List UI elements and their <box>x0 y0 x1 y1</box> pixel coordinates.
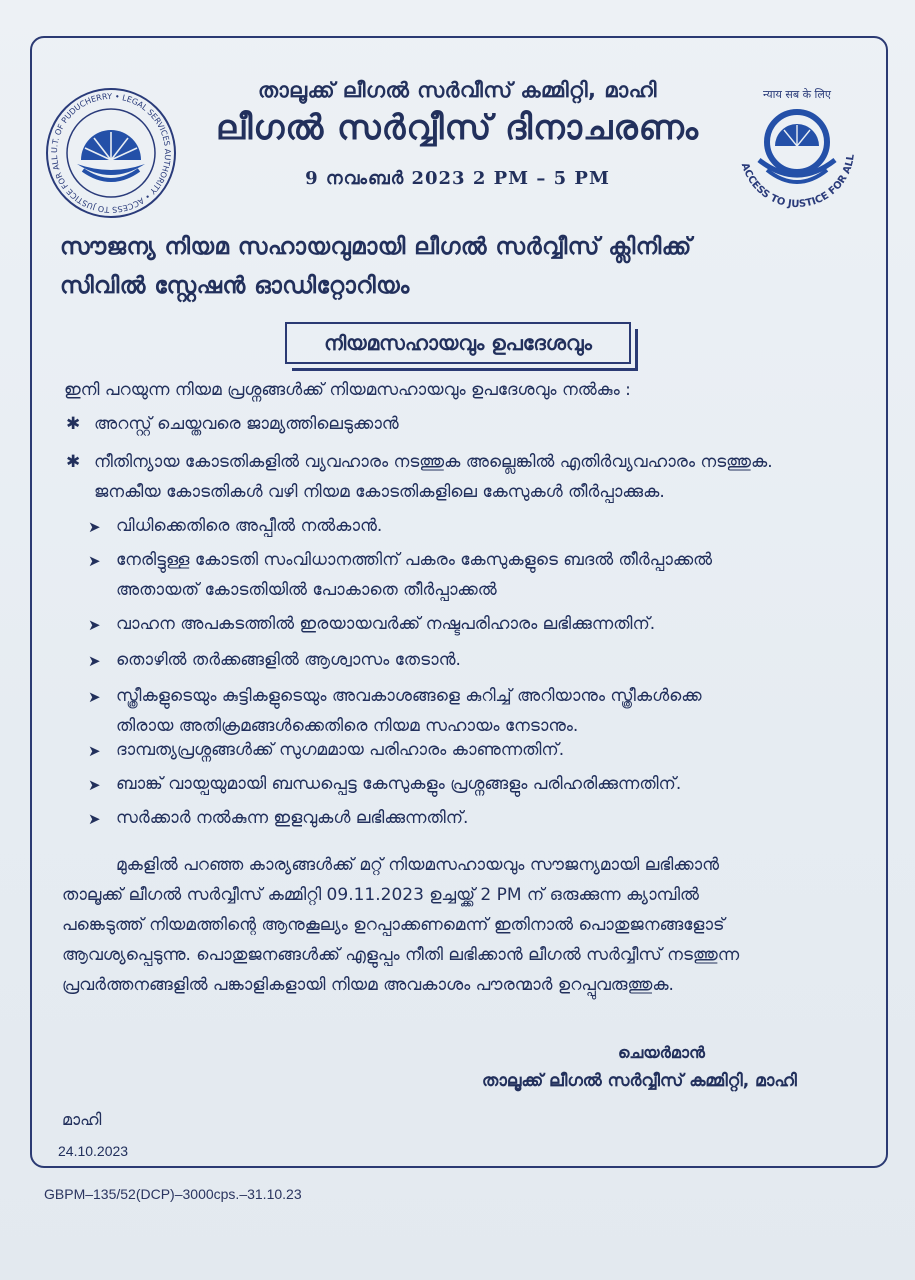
boxed-section-title: നിയമസഹായവും ഉപദേശവും <box>285 322 631 364</box>
arrow-item-line: ദാമ്പത്യപ്രശ്നങ്ങൾക്ക് സുഗമമായ പരിഹാരം കാണുന്നതിന്. <box>116 740 565 760</box>
clinic-heading: സൗജന്യ നിയമ സഹായവുമായി ലീഗൽ സർവ്വീസ് ക്ലിനിക്ക് <box>60 234 692 260</box>
arrow-item-line: വിധിക്കെതിരെ അപ്പീൽ നൽകാൻ. <box>116 516 383 536</box>
paragraph-line: താലൂക്ക് ലീഗൽ സർവ്വീസ് കമ്മിറ്റി 09.11.2023 ഉച്ചയ്ക്ക് 2 PM ന് ഒരുക്കുന്ന ക്യാമ്പിൽ <box>62 885 699 905</box>
arrow-list-item <box>88 550 712 600</box>
legal-services-seal-left-icon <box>44 86 178 220</box>
seal-ring-text: U.T. OF PUDUCHERRY • LEGAL SERVICES AUTHORITY • ACCESS TO JUSTICE FOR ALL <box>49 91 173 215</box>
arrow-list-item <box>88 650 461 672</box>
org-heading: താലൂക്ക് ലീഗൽ സർവീസ് കമ്മിറ്റി, മാഹി <box>258 78 657 102</box>
star-list-item <box>66 414 399 434</box>
intro-text: ഇനി പറയുന്ന നിയമ പ്രശ്നങ്ങൾക്ക് നിയമസഹായവും ഉപദേശവും നൽകും : <box>64 380 631 400</box>
arrow-item-line: സർക്കാർ നൽകുന്ന ഇളവുകൾ ലഭിക്കുന്നതിന്. <box>116 808 469 828</box>
arrow-item-line: അതായത് കോടതിയിൽ പോകാതെ തീർപ്പാക്കൽ <box>116 580 497 600</box>
arrow-bullet-icon: ➤ <box>88 552 101 570</box>
arrow-item-line: സ്ത്രീകളുടെയും കുട്ടികളുടെയും അവകാശങ്ങളെ കുറിച്ച് അറിയാനും സ്ത്രീകൾക്കെ <box>116 686 702 706</box>
arrow-bullet-icon: ➤ <box>88 518 101 536</box>
asterisk-icon: ✱ <box>66 414 81 434</box>
arrow-list-item <box>88 686 702 736</box>
paragraph-line: ആവശ്യപ്പെടുന്നു. പൊതുജനങ്ങൾക്ക് എളുപ്പം നീതി ലഭിക്കാൻ ലീഗൽ സർവ്വീസ് നടത്തുന്ന <box>62 945 740 965</box>
star-item-line: നീതിന്യായ കോടതികളിൽ വ്യവഹാരം നടത്തുക അല്ലെങ്കിൽ എതിർവ്യവഹാരം നടത്തുക. <box>94 452 773 472</box>
arrow-item-line: തൊഴിൽ തർക്കങ്ങളിൽ ആശ്വാസം തേടാൻ. <box>116 650 461 670</box>
arrow-list-item <box>88 740 564 762</box>
paragraph-line: പങ്കെടുത്ത് നിയമത്തിന്റെ ആനുകൂല്യം ഉറപ്പാക്കണമെന്ന് ഇതിനാൽ പൊതുജനങ്ങളോട് <box>62 915 725 935</box>
arrow-item-line: ബാങ്ക് വായ്പയുമായി ബന്ധപ്പെട്ട കേസുകളും പ്രശ്നങ്ങളും പരിഹരിക്കുന്നതിന്. <box>116 774 682 794</box>
signatory-title: ചെയർമാൻ <box>618 1043 705 1062</box>
star-list-item <box>66 452 773 502</box>
event-date-time: 9 നവംബർ 2023 2 PM – 5 PM <box>305 168 610 189</box>
arrow-list-item <box>88 516 382 538</box>
arrow-bullet-icon: ➤ <box>88 776 101 794</box>
seal-access-text: ACCESS TO JUSTICE FOR ALL <box>738 153 857 211</box>
arrow-list-item <box>88 774 681 796</box>
arrow-item-line: വാഹന അപകടത്തിൽ ഇരയായവർക്ക് നഷ്ടപരിഹാരം ലഭിക്കുന്നതിന്. <box>116 614 656 634</box>
arrow-item-line: നേരിട്ടുള്ള കോടതി സംവിധാനത്തിന് പകരം കേസുകളുടെ ബദൽ തീർപ്പാക്കൽ <box>116 550 713 570</box>
star-item-line: അറസ്റ്റ് ചെയ്തവരെ ജാമ്യത്തിലെടുക്കാൻ <box>94 414 399 434</box>
arrow-bullet-icon: ➤ <box>88 652 101 670</box>
arrow-bullet-icon: ➤ <box>88 742 101 760</box>
arrow-list-item <box>88 614 655 636</box>
print-code: GBPM–135/52(DCP)–3000cps.–31.10.23 <box>44 1186 302 1202</box>
arrow-bullet-icon: ➤ <box>88 688 101 706</box>
paragraph-line: പ്രവർത്തനങ്ങളിൽ പങ്കാളികളായി നിയമ അവകാശം പൗരന്മാർ ഉറപ്പുവരുത്തുക. <box>62 975 674 995</box>
closing-paragraph <box>62 850 862 1000</box>
venue-heading: സിവിൽ സ്റ്റേഷൻ ഓഡിറ്റോറിയം <box>60 273 410 299</box>
arrow-bullet-icon: ➤ <box>88 810 101 828</box>
paragraph-line: മുകളിൽ പറഞ്ഞ കാര്യങ്ങൾക്ക് മറ്റ് നിയമസഹായവും സൗജന്യമായി ലഭിക്കാൻ <box>116 855 720 875</box>
arrow-bullet-icon: ➤ <box>88 616 101 634</box>
star-item-line: ജനകീയ കോടതികൾ വഴി നിയമ കോടതികളിലെ കേസുകൾ തീർപ്പാക്കുക. <box>94 482 665 502</box>
arrow-item-line: തിരായ അതിക്രമങ്ങൾക്കെതിരെ നിയമ സഹായം നേടാനും. <box>116 716 579 736</box>
seal-hindi-motto: न्याय सब के लिए <box>763 88 831 101</box>
issue-date: 24.10.2023 <box>58 1143 129 1159</box>
asterisk-icon: ✱ <box>66 452 81 472</box>
event-title: ലീഗൽ സർവ്വീസ് ദിനാചരണം <box>215 108 700 148</box>
arrow-list-item <box>88 808 468 830</box>
signatory-org: താലൂക്ക് ലീഗൽ സർവ്വീസ് കമ്മിറ്റി, മാഹി <box>482 1071 797 1091</box>
issue-place: മാഹി <box>62 1110 102 1129</box>
